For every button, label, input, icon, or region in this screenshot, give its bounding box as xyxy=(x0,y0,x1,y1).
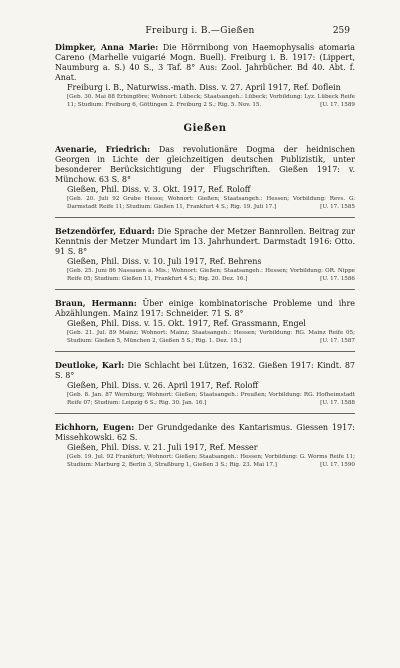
entry-title: Der Grundgedanke des Kantarismus. Giessen 1917: Missehkowski. 62 S. xyxy=(55,423,355,442)
entry-divider xyxy=(55,289,355,290)
entry-reference: [U. 17. 1588 xyxy=(320,399,355,406)
entry-detail: Gießen, Phil. Diss. v. 21. Juli 1917, Ref. Messer xyxy=(67,443,258,452)
entry-braun xyxy=(55,298,355,345)
entry-author: Avenarie, Friedrich: xyxy=(55,144,151,154)
entry-dimpker xyxy=(55,42,355,109)
entry-author: Betzendörfer, Eduard: xyxy=(55,226,155,236)
entry-author: Braun, Hermann: xyxy=(55,298,137,308)
entry-biography: [Geb. 25. Juni 86 Nassauen a. Mis.; Wohnort: Gießen; Staatsangeh.: Hessen; Vorbildung: OR. Nippe Reife 05; Studium: Gießen 11, Frankfurt 4 S.; Rig. 20. Dez. 16.] [U. 17. 1586 xyxy=(67,268,355,282)
entry-betzendorfer xyxy=(55,226,355,283)
entry-author: Deutloke, Karl: xyxy=(55,360,125,370)
running-head xyxy=(0,26,400,40)
entry-reference: [U. 17. 1586 xyxy=(320,275,355,282)
entry-eichhorn xyxy=(55,422,355,469)
entry-divider xyxy=(55,217,355,218)
entry-detail: Gießen, Phil. Diss. v. 26. April 1917, Ref. Roloff xyxy=(67,381,259,390)
entry-biography: [Geb. 19. Jul. 92 Frankfurt; Wohnort: Gießen; Staatsangeh.: Hessen; Vorbildung: G. Worms Reife 11; Studium: Marburg 2, Berlin 3, Straßburg 1, Gießen 3 S.; Rig. 23. Mai 17.] [U. 17. 1590 xyxy=(67,454,355,468)
entry-title: Das revolutionäre Dogma der heidnischen Georgen in Lichte der gleichzeitigen deutschen Publizistik, unter besonderer Berücksichtigung der Flugschriften. Gießen 1917: v. Münchow. 63 S. 8° xyxy=(55,145,355,184)
section-heading: Gießen xyxy=(183,123,227,134)
entry-reference: [U. 17. 1590 xyxy=(320,461,355,468)
entry-avenarie xyxy=(55,144,355,211)
entry-reference: [U. 17. 1587 xyxy=(320,337,355,344)
entry-title: Über einige kombinatorische Probleme und ihre Abzählungen. Mainz 1917: Schneider. 71 S. 8° xyxy=(55,299,356,318)
entry-detail: Gießen, Phil. Diss. v. 3. Okt. 1917, Ref. Roloff xyxy=(67,185,251,194)
entry-detail: Gießen, Phil. Diss. v. 15. Okt. 1917, Ref. Grassmann, Engel xyxy=(67,319,306,328)
page-content xyxy=(55,42,355,475)
entry-biography: [Geb. 21. Jul. 89 Mainz; Wohnort: Mainz; Staatsangeh.: Hessen; Vorbildung: RG. Mainz Reife 05; Studium: Gießen 5, München 2, Gießen 5 S.; Rig. 1. Dez. 15.] [U. 17. 1587 xyxy=(67,330,355,344)
entry-reference: [U. 17. 1589 xyxy=(320,101,355,108)
entry-reference: [U. 17. 1585 xyxy=(320,203,355,210)
entry-title: Die Schlacht bei Lützen, 1632. Gießen 1917: Kindt. 87 S. 8° xyxy=(55,361,356,380)
entry-biography: [Geb. 20. Juli 92 Grube Hesse; Wohnort: Gießen; Staatsangeh.: Hessen; Vorbildung: Revs. G. Darmstadt Reife 11; Studium: Gießen 11, Frankfurt 4 S.; Rig. 19. Juli 17.] [U. 17. 1585 xyxy=(67,196,355,210)
entry-divider xyxy=(55,413,355,414)
entry-deutloke xyxy=(55,360,355,407)
entry-detail: Freiburg i. B., Naturwiss.-math. Diss. v. 27. April 1917, Ref. Doflein xyxy=(67,83,341,92)
entry-title: Die Hörrnibong von Haemophysalis atomaria Careno (Marhelle vuigarié Mogn. Buell). Freiburg i. B. 1917: (Lippert, Naumburg a. S.) 40 S., 3 Taf. 8° Aus: Zool. Jahrbücher. Bd 40. Abt. f. Anat. xyxy=(55,43,356,82)
running-head-title: Freiburg i. B.—Gießen xyxy=(145,26,255,36)
entry-biography: [Geb. 30. Mai 88 Erbingföre; Wohnort: Lübeck; Staatsangeh.: Lübeck; Vorbildung: Lyz. Lübeck Reife 11; Studium: Freiburg 6, Göttingen 2. Freiburg 2 S.; Rig. 5. Nov. 15. [U. 17. 1589 xyxy=(67,94,355,108)
entry-author: Eichhorn, Eugen: xyxy=(55,422,135,432)
entry-author: Dimpker, Anna Marie: xyxy=(55,42,159,52)
entry-biography: [Geb. 8. Jan. 87 Wernburg; Wohnort: Gießen; Staatsangeh.: Preußen; Vorbildung: RG. Hofheimstadt Reife 07; Studium: Leipzig 6 S.; Rig. 30. Jan. 16.] [U. 17. 1588 xyxy=(67,392,355,406)
entry-detail: Gießen, Phil. Diss. v. 10. Juli 1917, Ref. Behrens xyxy=(67,257,262,266)
entry-divider xyxy=(55,351,355,352)
entry-title: Die Sprache der Metzer Bannrollen. Beitrag zur Kenntnis der Metzer Mundart im 13. Jahrhundert. Darmstadt 1916: Otto. 91 S. 8° xyxy=(55,227,356,256)
page-number: 259 xyxy=(332,26,350,36)
